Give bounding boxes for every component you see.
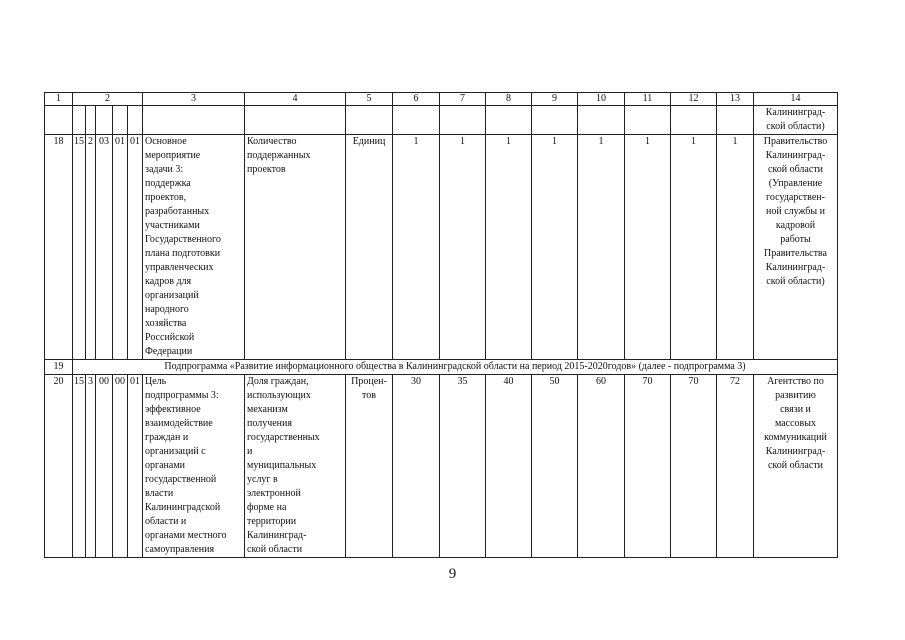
code-cell: 01 [128,375,143,558]
value-cell: 1 [625,135,671,360]
code-cell: 01 [128,135,143,360]
value-cell: 40 [486,375,532,558]
code-cell: 00 [113,375,128,558]
header-cell: 2 [73,93,143,106]
indicator-cell: Доля граждан, использующих механизм получения государственных и муниципальных услуг в электронной форме на территории Калининград- ской области [245,375,346,558]
code-cell: 2 [86,135,96,360]
header-cell: 13 [717,93,754,106]
document-sheet [44,92,838,558]
responsible-cell: Калининград- ской области) [754,106,838,135]
row-number: 20 [45,375,73,558]
code-cell: 00 [96,375,113,558]
header-cell: 7 [440,93,486,106]
table-row-18 [45,135,838,360]
activity-name-cell: Основное мероприятие задачи 3: поддержка проектов, разработанных участниками Государственного плана подготовки управленческих кадров для организаций народного хозяйства Российской Федерации [143,135,245,360]
page-number: 9 [448,566,457,582]
header-cell: 12 [671,93,717,106]
row-number: 18 [45,135,73,360]
value-cell: 35 [440,375,486,558]
value-cell: 70 [671,375,717,558]
activity-name-cell: Цель подпрограммы 3: эффективное взаимодействие граждан и организаций с органами государственной власти Калининградской области и органами местного самоуправления [143,375,245,558]
responsible-cell: Правительство Калининград- ской области (Управление государствен- ной службы и кадровой работы Правительства Калининград- ской области) [754,135,838,360]
header-cell: 14 [754,93,838,106]
code-cell: 15 [73,375,86,558]
value-cell: 1 [532,135,578,360]
value-cell: 50 [532,375,578,558]
carry-over-row [45,106,838,135]
subprogram-title: Подпрограмма «Развитие информационного общества в Калининградской области на период 2015-2020годов» (далее - подпрограмма 3) [73,360,838,375]
code-cell: 15 [73,135,86,360]
header-cell: 5 [346,93,393,106]
code-cell: 03 [96,135,113,360]
value-cell: 1 [393,135,440,360]
header-cell: 6 [393,93,440,106]
value-cell: 60 [578,375,625,558]
value-cell: 1 [671,135,717,360]
header-cell: 3 [143,93,245,106]
value-cell: 1 [440,135,486,360]
value-cell: 1 [486,135,532,360]
responsible-cell: Агентство по развитию связи и массовых коммуникаций Калининград- ской области [754,375,838,558]
value-cell: 70 [625,375,671,558]
indicators-table [44,92,838,558]
code-cell: 3 [86,375,96,558]
header-cell: 10 [578,93,625,106]
unit-cell: Единиц [346,135,393,360]
header-cell: 11 [625,93,671,106]
code-cell: 01 [113,135,128,360]
header-cell: 4 [245,93,346,106]
header-cell: 8 [486,93,532,106]
table-row-20 [45,375,838,558]
unit-cell: Процен- тов [346,375,393,558]
header-cell: 9 [532,93,578,106]
row-number: 19 [45,360,73,375]
value-cell: 72 [717,375,754,558]
table-row-19 [45,360,838,375]
value-cell: 1 [578,135,625,360]
header-row [45,93,838,106]
indicator-cell: Количество поддержанных проектов [245,135,346,360]
value-cell: 30 [393,375,440,558]
value-cell: 1 [717,135,754,360]
header-cell: 1 [45,93,73,106]
